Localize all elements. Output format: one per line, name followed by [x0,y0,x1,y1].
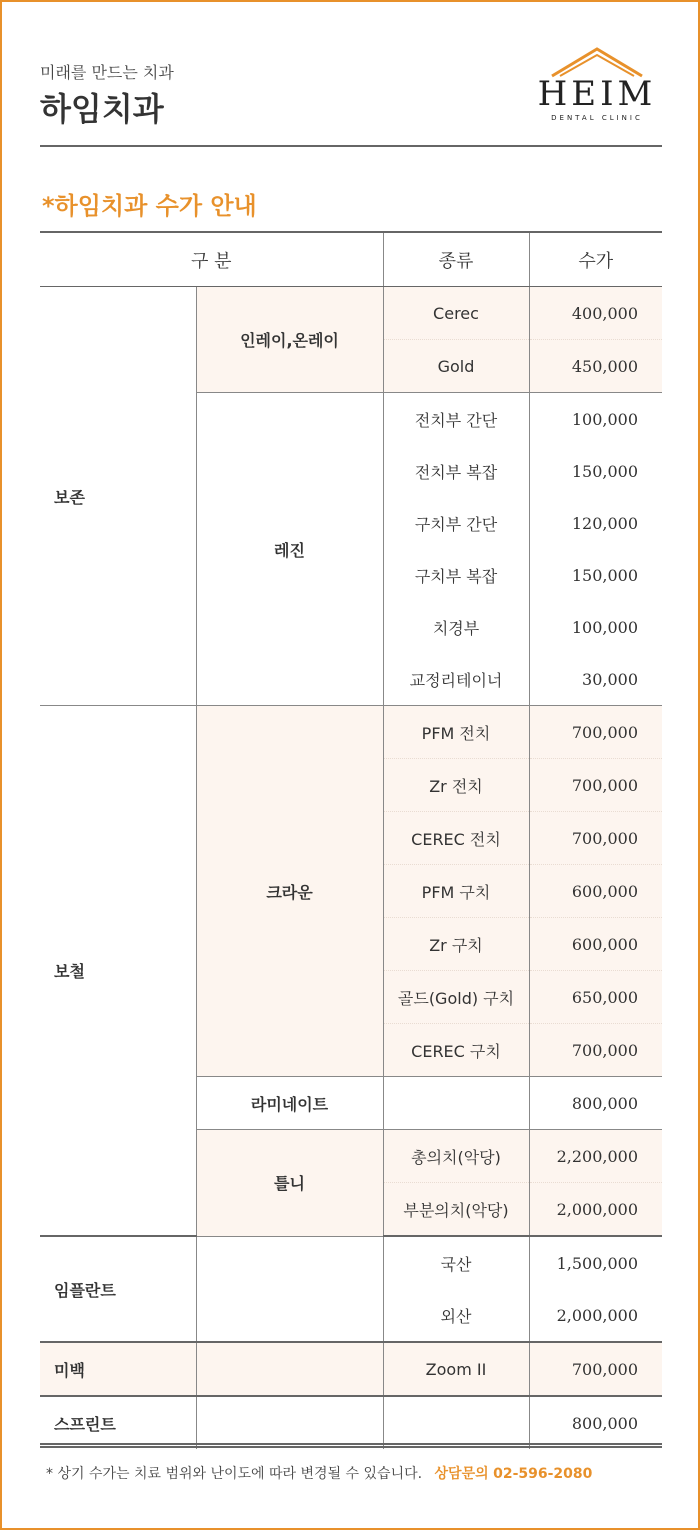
footer-note: * 상기 수가는 치료 범위와 난이도에 따라 변경될 수 있습니다. [46,1466,423,1482]
kind-cell: 구치부 복잡 [383,549,529,601]
price-cell: 120,000 [529,497,662,549]
contact-label: 상담문의 [434,1466,489,1482]
price-cell: 700,000 [529,1342,662,1396]
table-row [40,1342,662,1396]
category-prosthetic: 보철 [40,706,196,1237]
price-cell: 1,500,000 [529,1236,662,1289]
table-header-row [40,232,662,287]
kind-cell: Gold [383,340,529,393]
subcategory-laminate: 라미네이트 [196,1077,383,1130]
price-cell: 450,000 [529,340,662,393]
price-cell: 400,000 [529,287,662,340]
category-implant: 임플란트 [40,1236,196,1342]
kind-cell: 구치부 간단 [383,497,529,549]
price-cell: 700,000 [529,812,662,865]
table-row [40,287,662,340]
kind-cell: 부분의치(악당) [383,1183,529,1237]
logo-subtext: DENTAL CLINIC [551,114,643,122]
price-cell: 2,000,000 [529,1289,662,1342]
subcategory-empty [196,1396,383,1449]
subcategory-empty [196,1236,383,1342]
kind-cell: 골드(Gold) 구치 [383,971,529,1024]
price-cell: 150,000 [529,445,662,497]
price-cell: 100,000 [529,393,662,446]
table-bottom-divider [40,1443,662,1448]
kind-cell: 외산 [383,1289,529,1342]
subcategory-empty [196,1342,383,1396]
price-cell: 150,000 [529,549,662,601]
price-cell: 800,000 [529,1396,662,1449]
price-cell: 650,000 [529,971,662,1024]
kind-cell: PFM 구치 [383,865,529,918]
table-row [40,706,662,759]
heim-logo [530,46,664,126]
kind-cell: CEREC 전치 [383,812,529,865]
price-cell: 700,000 [529,706,662,759]
subcategory-crown: 크라운 [196,706,383,1077]
section-title: *하임치과 수가 안내 [42,192,257,220]
price-cell: 700,000 [529,1024,662,1077]
kind-cell [383,1396,529,1449]
price-cell: 2,000,000 [529,1183,662,1237]
price-cell: 700,000 [529,759,662,812]
footer [46,1463,592,1483]
clinic-slogan: 미래를 만드는 치과 [40,63,174,82]
kind-cell: 전치부 복잡 [383,445,529,497]
logo-wordmark: HEIM [537,74,657,114]
header-kind: 종류 [383,232,529,287]
contact-phone[interactable]: 02-596-2080 [493,1466,593,1482]
table-row [40,1236,662,1289]
kind-cell: Cerec [383,287,529,340]
category-whitening: 미백 [40,1342,196,1396]
subcategory-inlay: 인레이,온레이 [196,287,383,393]
fee-table [40,231,662,1449]
price-cell: 100,000 [529,601,662,653]
price-cell: 600,000 [529,865,662,918]
table-row [40,1396,662,1449]
price-cell: 800,000 [529,1077,662,1130]
kind-cell: 교정리테이너 [383,653,529,706]
price-cell: 2,200,000 [529,1130,662,1183]
subcategory-denture: 틀니 [196,1130,383,1237]
kind-cell: 국산 [383,1236,529,1289]
header-divider [40,145,662,147]
category-splint: 스프린트 [54,1414,116,1434]
kind-cell: CEREC 구치 [383,1024,529,1077]
clinic-name: 하임치과 [40,90,164,128]
kind-cell: Zr 전치 [383,759,529,812]
price-cell: 600,000 [529,918,662,971]
kind-cell: 전치부 간단 [383,393,529,446]
kind-cell: Zoom II [383,1342,529,1396]
kind-cell: 치경부 [383,601,529,653]
subcategory-resin: 레진 [196,393,383,706]
kind-cell: PFM 전치 [383,706,529,759]
kind-cell: 총의치(악당) [383,1130,529,1183]
kind-cell: Zr 구치 [383,918,529,971]
header-price: 수가 [529,232,662,287]
header-category: 구 분 [40,232,383,287]
kind-cell [383,1077,529,1130]
category-conservation: 보존 [40,287,196,706]
price-cell: 30,000 [529,653,662,706]
